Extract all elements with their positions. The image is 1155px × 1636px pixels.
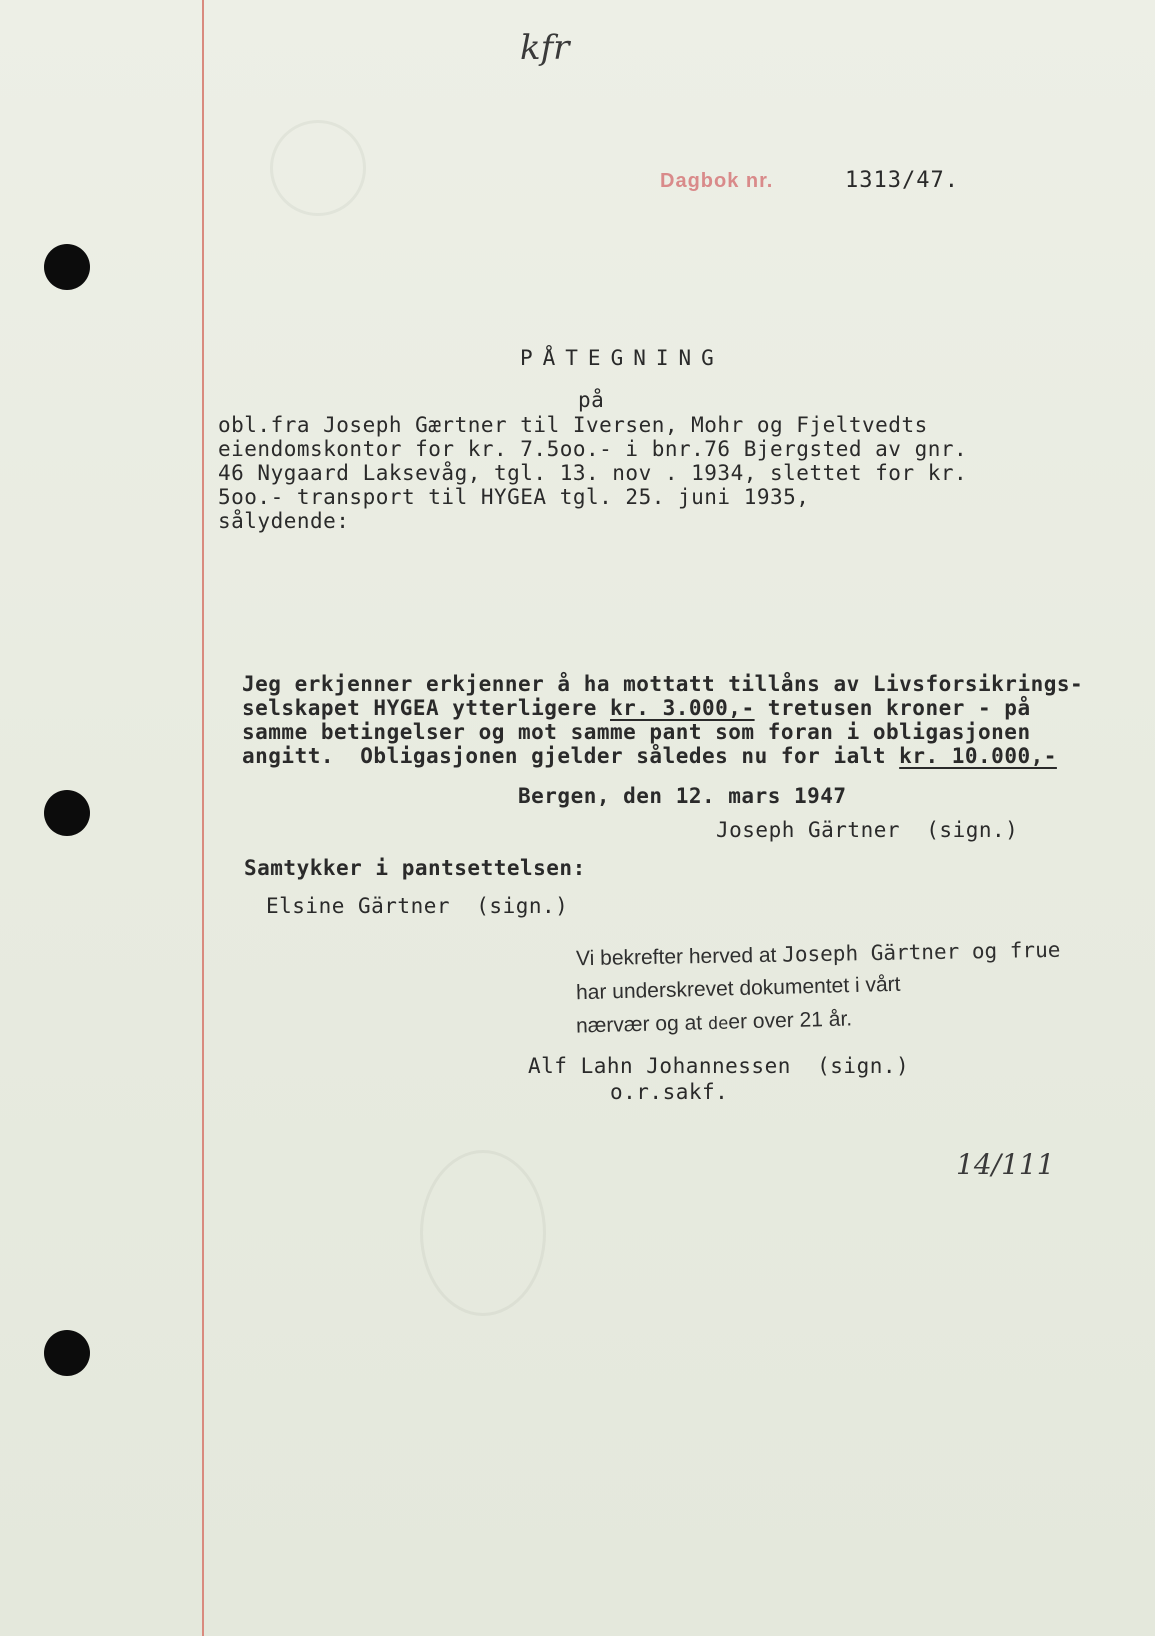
- intro-line: sålydende:: [218, 509, 350, 533]
- witness-title: o.r.sakf.: [610, 1080, 729, 1104]
- handwritten-initials: kfr: [520, 28, 570, 68]
- intro-line: 5oo.- transport til HYGEA tgl. 25. juni 1935,: [218, 485, 810, 509]
- red-margin-line: [202, 0, 204, 1636]
- witness-stamp-line: har underskrevet dokumentet i vårt: [575, 972, 901, 1005]
- bleed-through-mark: [420, 1150, 546, 1316]
- case-number: 1313/47.: [845, 168, 959, 193]
- body-line: [242, 698, 1031, 719]
- total-amount: kr. 10.000,-: [899, 744, 1057, 768]
- stamp-text: nærvær og at: [575, 1011, 703, 1038]
- signer-name: Joseph Gärtner (sign.): [716, 818, 1019, 842]
- body-line: samme betingelser og mot samme pant som foran i obligasjonen: [242, 720, 1031, 744]
- document-title: PÅTEGNING: [520, 346, 724, 370]
- body-line-text: angitt. Obligasjonen gjelder således nu for ialt: [242, 744, 887, 768]
- witness-stamp-line: [576, 1008, 853, 1036]
- witness-name: Alf Lahn Johannessen (sign.): [528, 1054, 910, 1078]
- punch-hole: [44, 1330, 90, 1376]
- body-line-text: selskapet HYGEA ytterligere: [242, 696, 611, 720]
- intro-line: eiendomskontor for kr. 7.5oo.- i bnr.76 Bjergsted av gnr.: [218, 437, 968, 461]
- punch-hole: [44, 790, 90, 836]
- stamp-filled-names: Joseph Gärtner og frue: [782, 937, 1061, 967]
- handwritten-margin-note: 14/111: [956, 1148, 1055, 1181]
- stamp-text: er over 21 år.: [728, 1007, 853, 1034]
- consent-signer: Elsine Gärtner (sign.): [266, 894, 569, 918]
- bleed-through-mark: [270, 120, 366, 216]
- place-date: Bergen, den 12. mars 1947: [518, 784, 847, 808]
- intro-line: på: [578, 388, 605, 412]
- body-line: Jeg erkjenner erkjenner å ha mottatt tillåns av Livsforsikrings-: [242, 672, 1084, 696]
- punch-hole: [44, 244, 90, 290]
- stamp-filled-pronoun: de: [707, 1013, 729, 1035]
- body-line-text: tretusen kroner - på: [754, 696, 1031, 720]
- body-line: [242, 746, 1057, 767]
- intro-line: 46 Nygaard Laksevåg, tgl. 13. nov . 1934, slettet for kr.: [218, 461, 968, 485]
- intro-line: obl.fra Joseph Gærtner til Iversen, Mohr og Fjeltvedts: [218, 413, 928, 437]
- loan-amount: kr. 3.000,-: [610, 696, 755, 720]
- consent-label: Samtykker i pantsettelsen:: [244, 856, 586, 880]
- stamp-text: Vi bekrefter herved at: [575, 943, 777, 971]
- witness-stamp-line: [575, 937, 1061, 971]
- register-stamp: Dagbok nr.: [660, 170, 774, 192]
